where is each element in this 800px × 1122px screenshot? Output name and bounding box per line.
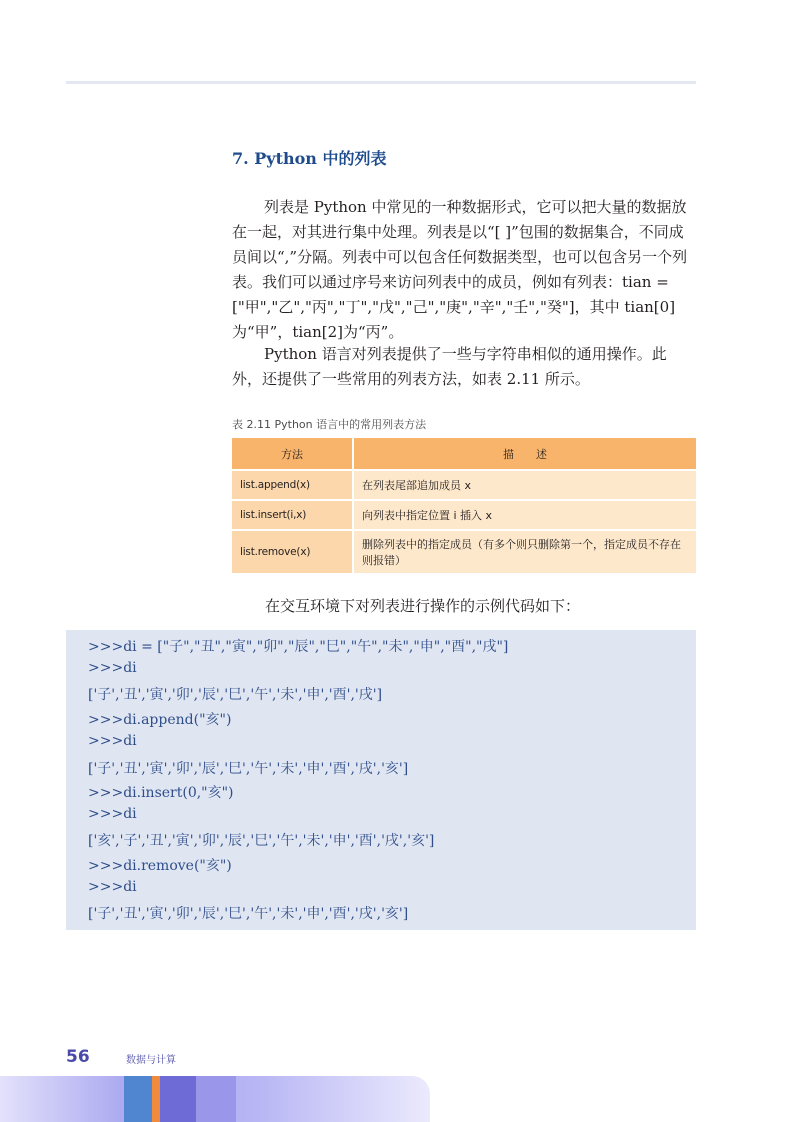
description-cell: 删除列表中的指定成员（有多个则只删除第一个，指定成员不存在则报错）	[353, 530, 696, 574]
page-number: 56	[66, 1047, 90, 1067]
code-line: ['亥','子','丑','寅','卯','辰','巳','午','未','申','酉','戌','亥']	[88, 833, 435, 849]
code-line: ['子','丑','寅','卯','辰','巳','午','未','申','酉','戌','亥']	[88, 906, 409, 922]
method-cell: list.insert(i,x)	[232, 500, 353, 530]
code-line: ['子','丑','寅','卯','辰','巳','午','未','申','酉','戌','亥']	[88, 761, 409, 777]
code-line: >>>di	[88, 806, 137, 822]
code-line: ['子','丑','寅','卯','辰','巳','午','未','申','酉','戌']	[88, 687, 383, 703]
header-method: 方法	[232, 438, 353, 470]
header-rule	[66, 81, 696, 84]
table-row	[232, 500, 696, 530]
code-line: >>>di.remove("亥")	[88, 858, 232, 874]
list-methods-table	[232, 438, 696, 575]
table-row	[232, 470, 696, 500]
header-description: 描 述	[353, 438, 696, 470]
footer-book-title: 数据与计算	[126, 1055, 176, 1066]
code-line: >>>di	[88, 733, 137, 749]
code-line: >>>di = ["子","丑","寅","卯","辰","巳","午","未","申","酉","戌"]	[88, 639, 509, 655]
code-line: >>>di	[88, 879, 137, 895]
table-caption: 表 2.11 Python 语言中的常用列表方法	[232, 418, 427, 431]
footer-stripe	[152, 1076, 160, 1122]
paragraph-methods: Python 语言对列表提供了一些与字符串相似的通用操作。此外，还提供了一些常用的列表方法，如表 2.11 所示。	[232, 345, 667, 388]
method-cell: list.append(x)	[232, 470, 353, 500]
footer-stripe	[196, 1076, 236, 1122]
footer-stripe	[124, 1076, 152, 1122]
code-line: >>>di.append("亥")	[88, 712, 232, 728]
paragraph-intro: 列表是 Python 中常见的一种数据形式，它可以把大量的数据放在一起，对其进行集中处理。列表是以“[ ]”包围的数据集合，不同成员间以“,”分隔。列表中可以包含任何数据类型，也可以包含另一个列表。我们可以通过序号来访问列表中的成员，例如有列表：tian = ["甲","乙","丙","丁","戊","己","庚","辛","壬","癸"]，其中 tian[0]为“甲”，tian[2]为“丙”。	[232, 198, 688, 341]
description-cell: 向列表中指定位置 i 插入 x	[353, 500, 696, 530]
method-cell: list.remove(x)	[232, 530, 353, 574]
code-intro: 在交互环境下对列表进行操作的示例代码如下：	[265, 597, 581, 615]
footer-stripe	[160, 1076, 196, 1122]
section-title: 7. Python 中的列表	[232, 149, 387, 168]
code-block	[66, 630, 696, 930]
description-cell: 在列表尾部追加成员 x	[353, 470, 696, 500]
code-line: >>>di.insert(0,"亥")	[88, 785, 234, 801]
code-line: >>>di	[88, 660, 137, 676]
table-header-row	[232, 438, 696, 470]
table-row	[232, 530, 696, 574]
